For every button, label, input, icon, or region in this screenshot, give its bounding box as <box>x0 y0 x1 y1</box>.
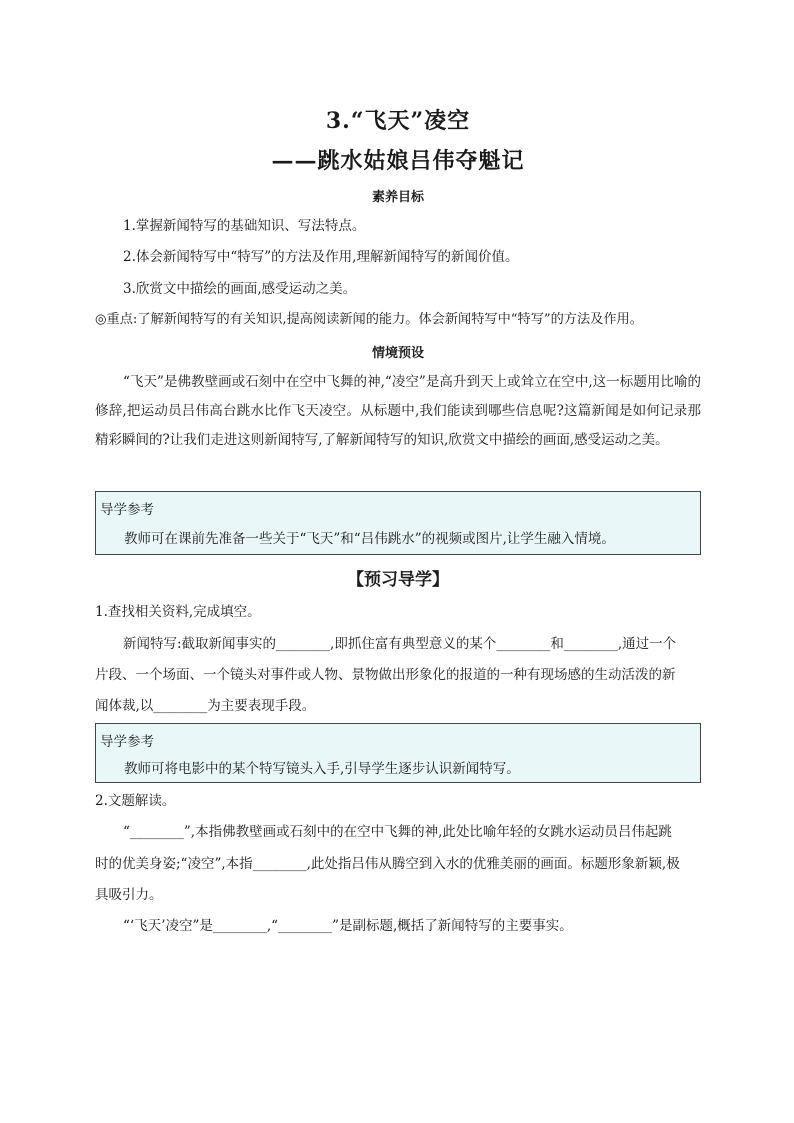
question-2-line: “________”,本指佛教壁画或石刻中的在空中飞舞的神,此处比喻年轻的女跳水运动员吕伟起跳 <box>123 824 672 840</box>
goal-item-3: 3.欣赏文中描绘的画面,感受运动之美。 <box>123 281 357 297</box>
scenario-heading: 情境预设 <box>371 346 424 361</box>
guide-title: 导学参考 <box>100 502 154 518</box>
scenario-paragraph: “飞天”是佛教壁画或石刻中在空中飞舞的神,“凌空”是高升到天上或耸立在空中,这一标题用比喻的修辞,把运动员吕伟高台跳水比作飞天凌空。从标题中,我们能读到哪些信息呢?这篇新闻是如何记录那精彩瞬间的?让我们走进这则新闻特写,了解新闻特写的知识,欣赏文中描绘的画面,感受运动之美。 <box>95 374 701 448</box>
guide-box-preview <box>95 723 701 783</box>
question-2-line: 时的优美身姿;“凌空”,本指________,此处指吕伟从腾空到入水的优雅美丽的画面。标题形象新颖,极 <box>95 856 680 872</box>
preview-heading: 【预习导学】 <box>347 570 449 590</box>
page-title: 3.“飞天”凌空 <box>325 108 471 134</box>
guide-title: 导学参考 <box>100 734 154 750</box>
question-1-title: 1.查找相关资料,完成填空。 <box>95 604 261 620</box>
guide-box-scenario <box>95 491 701 555</box>
guide-text: 教师可在课前先准备一些关于“飞天”和“吕伟跳水”的视频或图片,让学生融入情境。 <box>124 531 615 547</box>
page-subtitle: ——跳水姑娘吕伟夺魁记 <box>271 148 525 174</box>
goals-heading: 素养目标 <box>371 190 424 205</box>
focus-line: ◎重点:了解新闻特写的有关知识,提高阅读新闻的能力。体会新闻特写中“特写”的方法及作用。 <box>95 312 643 327</box>
goal-item-1: 1.掌握新闻特写的基础知识、写法特点。 <box>123 218 366 234</box>
question-1-line: 闻体裁,以________为主要表现手段。 <box>95 698 316 714</box>
question-2-line: “‘飞天’凌空”是________,“________”是副标题,概括了新闻特写的主要事实。 <box>123 918 573 934</box>
guide-text: 教师可将电影中的某个特写镜头入手,引导学生逐步认识新闻特写。 <box>124 761 520 777</box>
question-2-line: 具吸引力。 <box>95 887 163 903</box>
question-1-line: 新闻特写:截取新闻事实的________,即抓住富有典型意义的某个________和________,通过一个 <box>123 636 677 652</box>
question-2-title: 2.文题解读。 <box>95 793 176 809</box>
question-1-line: 片段、一个场面、一个镜头对事件或人物、景物做出形象化的报道的一种有现场感的生动活泼的新 <box>95 667 676 683</box>
goal-item-2: 2.体会新闻特写中“特写”的方法及作用,理解新闻特写的新闻价值。 <box>123 249 519 265</box>
